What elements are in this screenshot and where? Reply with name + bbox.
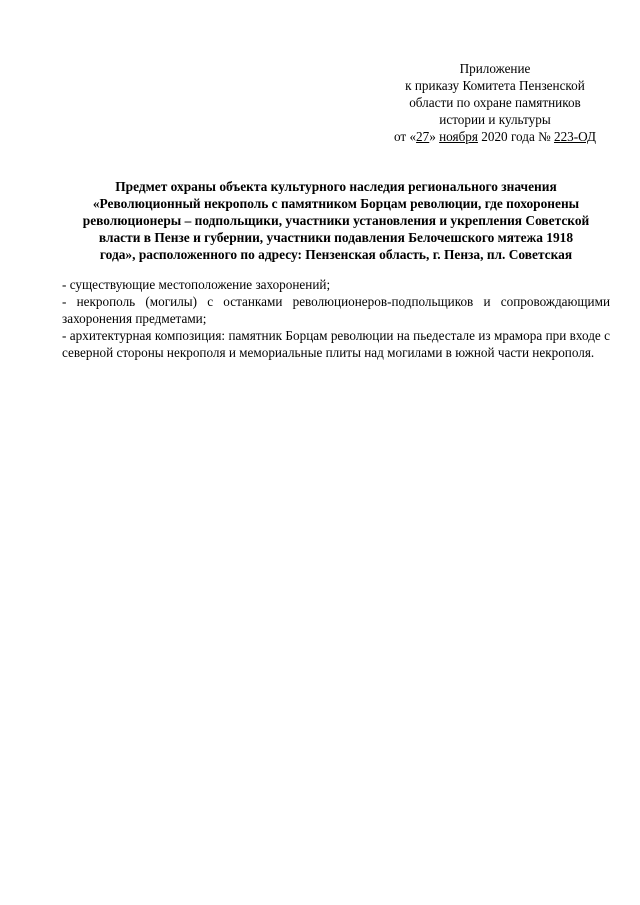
date-prefix: от « — [393, 129, 417, 144]
title-line: революционеры – подпольщики, участники установления и укрепления Советской — [82, 213, 590, 228]
title-line: «Революционный некрополь с памятником Борцам революции, где похоронены — [92, 196, 580, 211]
list-item: - существующие местоположение захоронений; — [62, 277, 331, 292]
appendix-header — [380, 60, 610, 145]
date-month: ноября — [439, 129, 478, 144]
appendix-date-line — [380, 128, 610, 145]
appendix-committee: области по охране памятников — [409, 95, 581, 110]
title-line: власти в Пензе и губернии, участники подавления Белочешского мятежа 1918 — [98, 230, 574, 245]
title-line: Предмет охраны объекта культурного наследия регионального значения — [115, 179, 557, 194]
date-day: 27 — [416, 129, 430, 144]
appendix-committee-cont: истории и культуры — [439, 112, 551, 127]
date-mid: » — [429, 129, 440, 144]
order-number: 223-ОД — [553, 129, 597, 144]
title-line: года», расположенного по адресу: Пензенская область, г. Пенза, пл. Советская — [99, 247, 573, 262]
appendix-label: Приложение — [459, 61, 531, 76]
protection-items-list — [62, 276, 610, 361]
date-year: 2020 года № — [477, 129, 554, 144]
appendix-order-ref: к приказу Комитета Пензенской — [405, 78, 585, 93]
list-item: - архитектурная композиция: памятник Борцам революции на пьедестале из мрамора при входе с северной стороны некрополя и мемориальные плиты над могилами в южной части некрополя. — [62, 328, 610, 360]
list-item: - некрополь (могилы) с останками революционеров-подпольщиков и сопровождающими захоронения предметами; — [62, 294, 610, 326]
document-title — [62, 178, 610, 263]
